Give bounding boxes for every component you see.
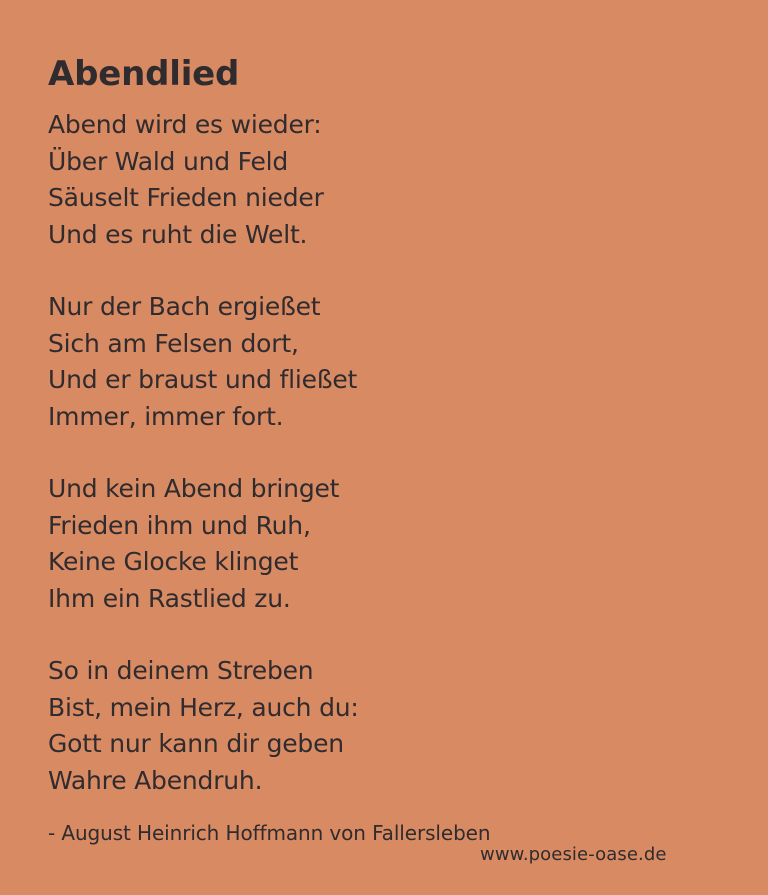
poem-line: Bist, mein Herz, auch du:: [48, 692, 359, 722]
website-label: www.poesie-oase.de: [480, 844, 667, 865]
poem-line: Wahre Abendruh.: [48, 765, 263, 795]
poem-line: Säuselt Frieden nieder: [48, 183, 324, 212]
stanza: [48, 471, 339, 617]
stanza: [48, 289, 357, 435]
poem-line: Keine Glocke klinget: [48, 547, 299, 576]
poem-line: Nur der Bach ergießet: [48, 292, 321, 321]
poem-line: Gott nur kann dir geben: [48, 729, 344, 758]
poem-line: Frieden ihm und Ruh,: [48, 510, 311, 540]
poem-line: Immer, immer fort.: [48, 401, 284, 431]
stanza: [48, 107, 324, 253]
poem-line: Und es ruht die Welt.: [48, 219, 308, 249]
poem-line: Sich am Felsen dort,: [48, 328, 299, 358]
poem-line: Abend wird es wieder:: [48, 110, 322, 139]
poem-title: Abendlied: [48, 54, 240, 94]
poem-line: Und kein Abend bringet: [48, 474, 340, 503]
poem-line: Und er braust und fließet: [48, 365, 358, 394]
poem-line: Über Wald und Feld: [48, 146, 289, 176]
poem-line: So in deinem Streben: [48, 656, 314, 685]
stanza: [48, 653, 359, 799]
poem-author: - August Heinrich Hoffmann von Fallersleben: [48, 821, 491, 845]
poem-line: Ihm ein Rastlied zu.: [48, 583, 291, 613]
